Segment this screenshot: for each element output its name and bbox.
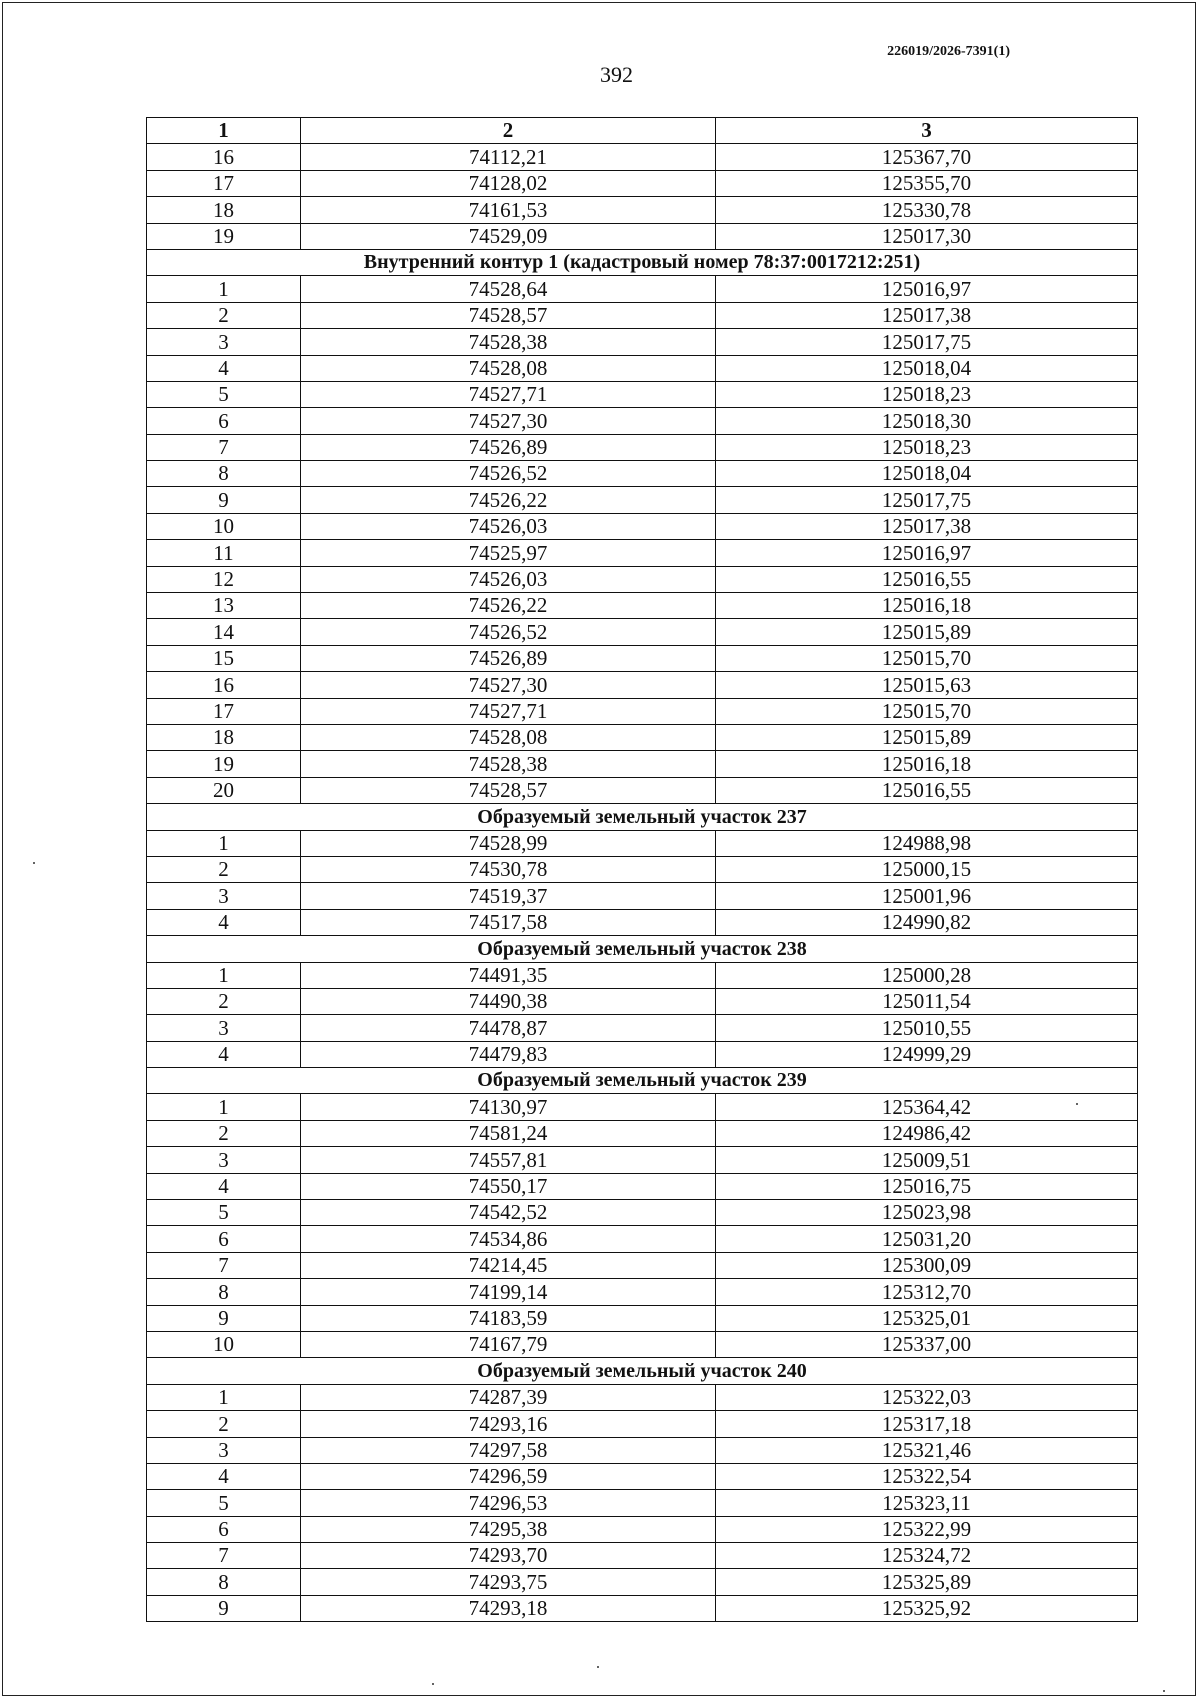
section-title: Образуемый земельный участок 237: [147, 804, 1138, 830]
x-coordinate-cell: 74530,78: [301, 856, 716, 882]
point-number-cell: 1: [147, 962, 301, 988]
x-coordinate-cell: 74581,24: [301, 1120, 716, 1146]
y-coordinate-cell: 125321,46: [716, 1437, 1138, 1463]
point-number-cell: 19: [147, 223, 301, 249]
table-row: [147, 566, 1138, 592]
table-row: [147, 355, 1138, 381]
y-coordinate-cell: 125001,96: [716, 883, 1138, 909]
point-number-cell: 5: [147, 381, 301, 407]
table-row: [147, 1041, 1138, 1067]
point-number-cell: 14: [147, 619, 301, 645]
x-coordinate-cell: 74130,97: [301, 1094, 716, 1120]
point-number-cell: 2: [147, 1411, 301, 1437]
section-title: Образуемый земельный участок 238: [147, 936, 1138, 962]
y-coordinate-cell: 125015,89: [716, 724, 1138, 750]
point-number-cell: 4: [147, 1173, 301, 1199]
x-coordinate-cell: 74183,59: [301, 1305, 716, 1331]
point-number-cell: 2: [147, 1120, 301, 1146]
scan-speck: [432, 1683, 434, 1685]
point-number-cell: 2: [147, 988, 301, 1014]
x-coordinate-cell: 74542,52: [301, 1200, 716, 1226]
y-coordinate-cell: 124986,42: [716, 1120, 1138, 1146]
y-coordinate-cell: 125367,70: [716, 144, 1138, 170]
point-number-cell: 8: [147, 461, 301, 487]
table-row: [147, 276, 1138, 302]
point-number-cell: 8: [147, 1279, 301, 1305]
x-coordinate-cell: 74199,14: [301, 1279, 716, 1305]
point-number-cell: 3: [147, 883, 301, 909]
x-coordinate-cell: 74526,52: [301, 461, 716, 487]
column-header: 2: [301, 118, 716, 144]
y-coordinate-cell: 125016,97: [716, 276, 1138, 302]
point-number-cell: 18: [147, 724, 301, 750]
point-number-cell: 7: [147, 434, 301, 460]
document-id: 226019/2026-7391(1): [887, 44, 1010, 59]
point-number-cell: 9: [147, 487, 301, 513]
point-number-cell: 7: [147, 1543, 301, 1569]
y-coordinate-cell: 125325,01: [716, 1305, 1138, 1331]
table-row: [147, 1305, 1138, 1331]
scan-speck: [33, 862, 35, 864]
table-row: [147, 1015, 1138, 1041]
y-coordinate-cell: 125324,72: [716, 1543, 1138, 1569]
y-coordinate-cell: 125317,18: [716, 1411, 1138, 1437]
x-coordinate-cell: 74214,45: [301, 1252, 716, 1278]
table-row: [147, 302, 1138, 328]
point-number-cell: 1: [147, 276, 301, 302]
x-coordinate-cell: 74296,53: [301, 1490, 716, 1516]
coordinates-table: [146, 117, 1138, 1622]
x-coordinate-cell: 74528,57: [301, 777, 716, 803]
table-row: [147, 619, 1138, 645]
table-row: [147, 329, 1138, 355]
point-number-cell: 6: [147, 1226, 301, 1252]
table-row: [147, 1543, 1138, 1569]
point-number-cell: 9: [147, 1305, 301, 1331]
point-number-cell: 15: [147, 645, 301, 671]
y-coordinate-cell: 125023,98: [716, 1200, 1138, 1226]
x-coordinate-cell: 74296,59: [301, 1463, 716, 1489]
section-title: Образуемый земельный участок 240: [147, 1358, 1138, 1384]
x-coordinate-cell: 74490,38: [301, 988, 716, 1014]
y-coordinate-cell: 125000,15: [716, 856, 1138, 882]
point-number-cell: 17: [147, 698, 301, 724]
y-coordinate-cell: 125364,42: [716, 1094, 1138, 1120]
point-number-cell: 16: [147, 672, 301, 698]
y-coordinate-cell: 125009,51: [716, 1147, 1138, 1173]
x-coordinate-cell: 74167,79: [301, 1331, 716, 1357]
table-row: [147, 1516, 1138, 1542]
x-coordinate-cell: 74293,70: [301, 1543, 716, 1569]
x-coordinate-cell: 74293,16: [301, 1411, 716, 1437]
y-coordinate-cell: 125322,03: [716, 1384, 1138, 1410]
y-coordinate-cell: 125017,75: [716, 487, 1138, 513]
point-number-cell: 4: [147, 1463, 301, 1489]
y-coordinate-cell: 125018,23: [716, 381, 1138, 407]
table-row: [147, 1437, 1138, 1463]
table-row: [147, 1463, 1138, 1489]
point-number-cell: 6: [147, 1516, 301, 1542]
x-coordinate-cell: 74527,71: [301, 381, 716, 407]
y-coordinate-cell: 125016,55: [716, 566, 1138, 592]
y-coordinate-cell: 125017,30: [716, 223, 1138, 249]
point-number-cell: 4: [147, 1041, 301, 1067]
point-number-cell: 7: [147, 1252, 301, 1278]
table-row: [147, 1094, 1138, 1120]
x-coordinate-cell: 74527,30: [301, 408, 716, 434]
y-coordinate-cell: 125018,04: [716, 355, 1138, 381]
x-coordinate-cell: 74112,21: [301, 144, 716, 170]
point-number-cell: 17: [147, 170, 301, 196]
coordinates-table-container: [146, 117, 1134, 1622]
point-number-cell: 5: [147, 1490, 301, 1516]
table-row: [147, 1569, 1138, 1595]
x-coordinate-cell: 74526,03: [301, 566, 716, 592]
x-coordinate-cell: 74528,57: [301, 302, 716, 328]
table-row: [147, 698, 1138, 724]
y-coordinate-cell: 125017,38: [716, 513, 1138, 539]
table-row: [147, 408, 1138, 434]
table-row: [147, 1411, 1138, 1437]
point-number-cell: 3: [147, 1147, 301, 1173]
table-row: [147, 540, 1138, 566]
x-coordinate-cell: 74491,35: [301, 962, 716, 988]
y-coordinate-cell: 125031,20: [716, 1226, 1138, 1252]
y-coordinate-cell: 125330,78: [716, 197, 1138, 223]
point-number-cell: 4: [147, 909, 301, 935]
y-coordinate-cell: 125017,38: [716, 302, 1138, 328]
x-coordinate-cell: 74526,03: [301, 513, 716, 539]
section-row: [147, 1068, 1138, 1094]
table-header-row: [147, 118, 1138, 144]
table-row: [147, 724, 1138, 750]
table-row: [147, 1490, 1138, 1516]
point-number-cell: 1: [147, 1094, 301, 1120]
section-row: [147, 249, 1138, 275]
table-row: [147, 645, 1138, 671]
point-number-cell: 12: [147, 566, 301, 592]
table-row: [147, 830, 1138, 856]
x-coordinate-cell: 74528,08: [301, 355, 716, 381]
table-row: [147, 170, 1138, 196]
table-row: [147, 777, 1138, 803]
table-row: [147, 381, 1138, 407]
x-coordinate-cell: 74528,38: [301, 329, 716, 355]
point-number-cell: 16: [147, 144, 301, 170]
point-number-cell: 10: [147, 1331, 301, 1357]
x-coordinate-cell: 74525,97: [301, 540, 716, 566]
point-number-cell: 20: [147, 777, 301, 803]
table-row: [147, 909, 1138, 935]
table-row: [147, 513, 1138, 539]
table-row: [147, 1331, 1138, 1357]
x-coordinate-cell: 74526,22: [301, 593, 716, 619]
table-row: [147, 434, 1138, 460]
y-coordinate-cell: 125337,00: [716, 1331, 1138, 1357]
x-coordinate-cell: 74528,64: [301, 276, 716, 302]
y-coordinate-cell: 125017,75: [716, 329, 1138, 355]
x-coordinate-cell: 74519,37: [301, 883, 716, 909]
x-coordinate-cell: 74293,18: [301, 1595, 716, 1621]
point-number-cell: 4: [147, 355, 301, 381]
scan-speck: [597, 1666, 599, 1668]
section-row: [147, 1358, 1138, 1384]
table-row: [147, 223, 1138, 249]
table-row: [147, 672, 1138, 698]
x-coordinate-cell: 74527,71: [301, 698, 716, 724]
table-row: [147, 988, 1138, 1014]
x-coordinate-cell: 74550,17: [301, 1173, 716, 1199]
x-coordinate-cell: 74526,52: [301, 619, 716, 645]
point-number-cell: 18: [147, 197, 301, 223]
x-coordinate-cell: 74478,87: [301, 1015, 716, 1041]
point-number-cell: 10: [147, 513, 301, 539]
x-coordinate-cell: 74534,86: [301, 1226, 716, 1252]
point-number-cell: 1: [147, 1384, 301, 1410]
y-coordinate-cell: 124988,98: [716, 830, 1138, 856]
y-coordinate-cell: 125018,30: [716, 408, 1138, 434]
point-number-cell: 2: [147, 302, 301, 328]
y-coordinate-cell: 125300,09: [716, 1252, 1138, 1278]
y-coordinate-cell: 124990,82: [716, 909, 1138, 935]
point-number-cell: 13: [147, 593, 301, 619]
column-header: 1: [147, 118, 301, 144]
table-row: [147, 1384, 1138, 1410]
point-number-cell: 2: [147, 856, 301, 882]
y-coordinate-cell: 125323,11: [716, 1490, 1138, 1516]
table-row: [147, 487, 1138, 513]
y-coordinate-cell: 125355,70: [716, 170, 1138, 196]
y-coordinate-cell: 125016,55: [716, 777, 1138, 803]
table-row: [147, 962, 1138, 988]
point-number-cell: 1: [147, 830, 301, 856]
table-row: [147, 461, 1138, 487]
point-number-cell: 3: [147, 1015, 301, 1041]
table-row: [147, 1595, 1138, 1621]
y-coordinate-cell: 125016,18: [716, 593, 1138, 619]
coordinates-table-body: [147, 118, 1138, 1622]
section-title: Внутренний контур 1 (кадастровый номер 78:37:0017212:251): [147, 249, 1138, 275]
y-coordinate-cell: 125018,23: [716, 434, 1138, 460]
y-coordinate-cell: 125016,18: [716, 751, 1138, 777]
y-coordinate-cell: 125016,97: [716, 540, 1138, 566]
y-coordinate-cell: 125011,54: [716, 988, 1138, 1014]
y-coordinate-cell: 125016,75: [716, 1173, 1138, 1199]
table-row: [147, 593, 1138, 619]
point-number-cell: 11: [147, 540, 301, 566]
x-coordinate-cell: 74287,39: [301, 1384, 716, 1410]
x-coordinate-cell: 74526,22: [301, 487, 716, 513]
x-coordinate-cell: 74297,58: [301, 1437, 716, 1463]
x-coordinate-cell: 74128,02: [301, 170, 716, 196]
point-number-cell: 8: [147, 1569, 301, 1595]
x-coordinate-cell: 74479,83: [301, 1041, 716, 1067]
table-row: [147, 197, 1138, 223]
y-coordinate-cell: 125325,89: [716, 1569, 1138, 1595]
scan-speck: [1163, 1690, 1165, 1692]
x-coordinate-cell: 74528,99: [301, 830, 716, 856]
y-coordinate-cell: 125325,92: [716, 1595, 1138, 1621]
y-coordinate-cell: 125015,89: [716, 619, 1138, 645]
scan-speck: [1076, 1103, 1078, 1105]
y-coordinate-cell: 125322,54: [716, 1463, 1138, 1489]
x-coordinate-cell: 74161,53: [301, 197, 716, 223]
x-coordinate-cell: 74293,75: [301, 1569, 716, 1595]
table-row: [147, 751, 1138, 777]
table-row: [147, 1226, 1138, 1252]
x-coordinate-cell: 74528,08: [301, 724, 716, 750]
point-number-cell: 3: [147, 1437, 301, 1463]
y-coordinate-cell: 125312,70: [716, 1279, 1138, 1305]
y-coordinate-cell: 125015,63: [716, 672, 1138, 698]
y-coordinate-cell: 124999,29: [716, 1041, 1138, 1067]
table-row: [147, 856, 1138, 882]
y-coordinate-cell: 125015,70: [716, 645, 1138, 671]
x-coordinate-cell: 74528,38: [301, 751, 716, 777]
table-row: [147, 1252, 1138, 1278]
table-row: [147, 1200, 1138, 1226]
point-number-cell: 6: [147, 408, 301, 434]
x-coordinate-cell: 74526,89: [301, 645, 716, 671]
x-coordinate-cell: 74295,38: [301, 1516, 716, 1542]
point-number-cell: 5: [147, 1200, 301, 1226]
section-title: Образуемый земельный участок 239: [147, 1068, 1138, 1094]
point-number-cell: 9: [147, 1595, 301, 1621]
point-number-cell: 3: [147, 329, 301, 355]
page-number: 392: [600, 62, 633, 87]
x-coordinate-cell: 74526,89: [301, 434, 716, 460]
y-coordinate-cell: 125322,99: [716, 1516, 1138, 1542]
x-coordinate-cell: 74527,30: [301, 672, 716, 698]
point-number-cell: 19: [147, 751, 301, 777]
x-coordinate-cell: 74517,58: [301, 909, 716, 935]
section-row: [147, 936, 1138, 962]
section-row: [147, 804, 1138, 830]
y-coordinate-cell: 125018,04: [716, 461, 1138, 487]
y-coordinate-cell: 125000,28: [716, 962, 1138, 988]
table-row: [147, 1147, 1138, 1173]
table-row: [147, 1279, 1138, 1305]
table-row: [147, 1173, 1138, 1199]
table-row: [147, 144, 1138, 170]
y-coordinate-cell: 125015,70: [716, 698, 1138, 724]
y-coordinate-cell: 125010,55: [716, 1015, 1138, 1041]
table-row: [147, 883, 1138, 909]
x-coordinate-cell: 74529,09: [301, 223, 716, 249]
x-coordinate-cell: 74557,81: [301, 1147, 716, 1173]
table-row: [147, 1120, 1138, 1146]
column-header: 3: [716, 118, 1138, 144]
